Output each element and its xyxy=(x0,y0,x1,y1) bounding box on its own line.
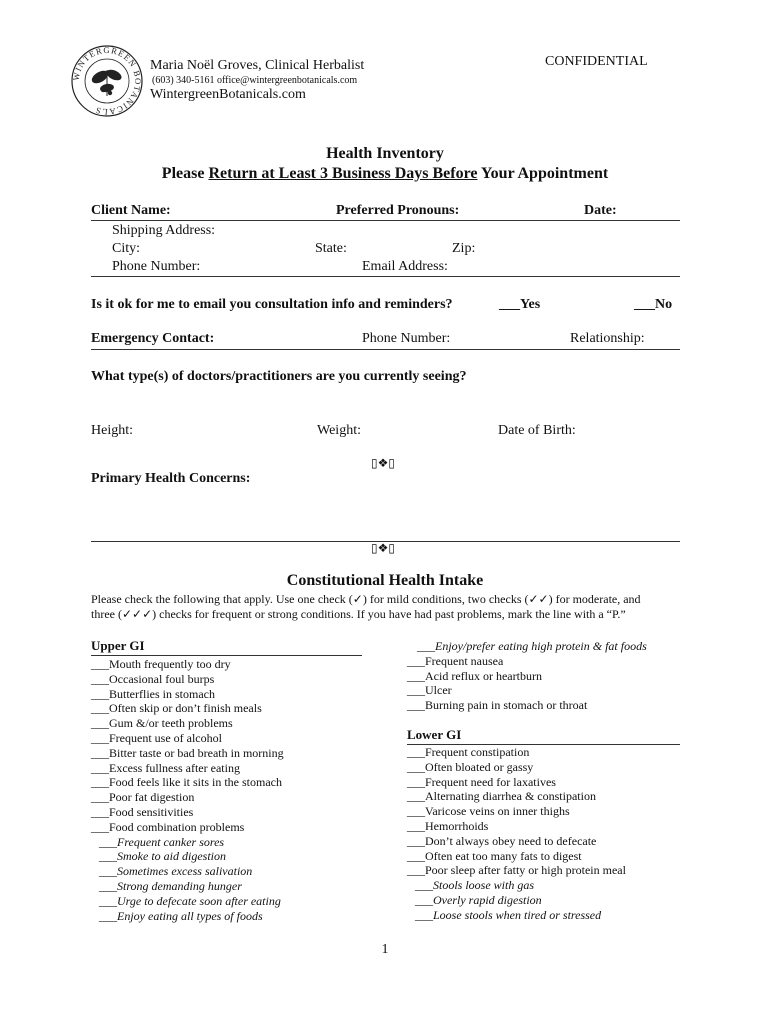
logo-ring-text: WINTERGREEN BOTANICALS xyxy=(70,44,144,118)
list-item[interactable]: ___Stools loose with gas xyxy=(415,878,535,893)
divider xyxy=(91,276,680,277)
instructions-line-1: Please check the following that apply. Use one check (✓) for mild conditions, two checks (✓✓) for moderate, and xyxy=(91,592,641,606)
dob-label: Date of Birth: xyxy=(498,423,576,438)
list-item[interactable]: ___Enjoy eating all types of foods xyxy=(99,908,263,923)
list-item[interactable]: ___Poor sleep after fatty or high protein meal xyxy=(407,863,626,878)
zip-label: Zip: xyxy=(452,241,476,256)
list-item[interactable]: ___Loose stools when tired or stressed xyxy=(415,907,602,922)
list-item[interactable]: ___Frequent nausea xyxy=(407,653,504,668)
list-item[interactable]: ___Burning pain in stomach or throat xyxy=(407,698,588,713)
list-item[interactable]: ___Strong demanding hunger xyxy=(99,878,242,893)
list-item[interactable]: ___Mouth frequently too dry xyxy=(91,657,231,671)
state-label: State: xyxy=(315,241,347,256)
list-item[interactable]: ___Gum &/or teeth problems xyxy=(91,716,233,731)
list-item[interactable]: ___Ulcer xyxy=(407,683,452,698)
divider xyxy=(91,349,680,350)
ornament: ▯❖▯ xyxy=(371,456,395,470)
wintergreen-logo xyxy=(70,44,144,118)
list-item[interactable]: ___Frequent constipation xyxy=(407,745,530,759)
list-item[interactable]: ___Often eat too many fats to digest xyxy=(407,848,582,863)
pronouns-label: Preferred Pronouns: xyxy=(336,203,460,218)
ornament: ▯❖▯ xyxy=(371,541,395,555)
list-item[interactable]: ___Frequent canker sores xyxy=(99,834,225,849)
client-name-label: Client Name: xyxy=(91,203,171,218)
primary-concerns-label: Primary Health Concerns: xyxy=(91,471,251,486)
upper-gi-heading: Upper GI xyxy=(91,638,145,653)
emergency-phone-label: Phone Number: xyxy=(362,331,451,346)
height-label: Height: xyxy=(91,423,133,438)
instructions-line-2: three (✓✓✓) checks for frequent or strong conditions. If you have had past problems, mark the line with a “P.” xyxy=(91,607,626,621)
list-item[interactable]: ___Enjoy/prefer eating high protein & fat foods xyxy=(417,639,647,653)
date-label: Date: xyxy=(584,203,617,218)
doctors-question: What type(s) of doctors/practitioners are you currently seeing? xyxy=(91,369,467,384)
list-item[interactable]: ___Frequent use of alcohol xyxy=(91,730,222,745)
upper-gi-list xyxy=(91,657,284,923)
list-item[interactable]: ___Often skip or don’t finish meals xyxy=(91,701,262,716)
list-item[interactable]: ___Varicose veins on inner thighs xyxy=(407,804,570,819)
herbalist-name: Maria Noël Groves, Clinical Herbalist xyxy=(150,58,365,73)
list-item[interactable]: ___Urge to defecate soon after eating xyxy=(99,893,281,908)
divider xyxy=(91,220,680,221)
list-item[interactable]: ___Sometimes excess salivation xyxy=(99,864,253,879)
list-item[interactable]: ___Don’t always obey need to defecate xyxy=(407,833,597,848)
lower-gi-list xyxy=(407,745,626,923)
phone-label: Phone Number: xyxy=(112,259,201,274)
list-item[interactable]: ___Occasional foul burps xyxy=(91,671,215,686)
list-item[interactable]: ___Food combination problems xyxy=(91,819,245,834)
constitutional-title: Constitutional Health Intake xyxy=(286,572,484,589)
city-label: City: xyxy=(112,241,141,256)
list-item[interactable]: ___Butterflies in stomach xyxy=(91,686,215,701)
divider xyxy=(91,655,362,656)
confidential-label: CONFIDENTIAL xyxy=(545,54,648,69)
page-subtitle: Please Return at Least 3 Business Days Before Your Appointment xyxy=(161,165,609,182)
list-item[interactable]: ___Poor fat digestion xyxy=(91,790,195,805)
website: WintergreenBotanicals.com xyxy=(150,87,306,102)
list-item[interactable]: ___Food sensitivities xyxy=(91,804,194,819)
upper-gi-right-list xyxy=(407,639,647,713)
leaf-icon xyxy=(90,68,123,96)
relationship-label: Relationship: xyxy=(570,331,645,346)
shipping-label: Shipping Address: xyxy=(112,223,216,238)
page-title: Health Inventory xyxy=(326,145,444,162)
list-item[interactable]: ___Alternating diarrhea & constipation xyxy=(407,789,596,804)
list-item[interactable]: ___Often bloated or gassy xyxy=(407,759,534,774)
list-item[interactable]: ___Food feels like it sits in the stomach xyxy=(91,775,282,790)
list-item[interactable]: ___Bitter taste or bad breath in morning xyxy=(91,745,284,760)
email-yes-option[interactable]: ___Yes xyxy=(499,297,541,312)
list-item[interactable]: ___Overly rapid digestion xyxy=(415,892,542,907)
email-label: Email Address: xyxy=(362,259,448,274)
list-item[interactable]: ___Smoke to aid digestion xyxy=(99,849,226,864)
list-item[interactable]: ___Hemorrhoids xyxy=(407,818,489,833)
weight-label: Weight: xyxy=(317,423,361,438)
email-no-option[interactable]: ___No xyxy=(634,297,673,312)
emergency-contact-label: Emergency Contact: xyxy=(91,331,215,346)
page-number: 1 xyxy=(381,942,389,957)
list-item[interactable]: ___Excess fullness after eating xyxy=(91,760,240,775)
lower-gi-heading: Lower GI xyxy=(407,727,462,742)
list-item[interactable]: ___Acid reflux or heartburn xyxy=(407,668,542,683)
list-item[interactable]: ___Frequent need for laxatives xyxy=(407,774,556,789)
contact-info: (603) 340-5161 office@wintergreenbotanicals.com xyxy=(152,75,358,86)
email-permission-question: Is it ok for me to email you consultation info and reminders? xyxy=(91,297,453,312)
